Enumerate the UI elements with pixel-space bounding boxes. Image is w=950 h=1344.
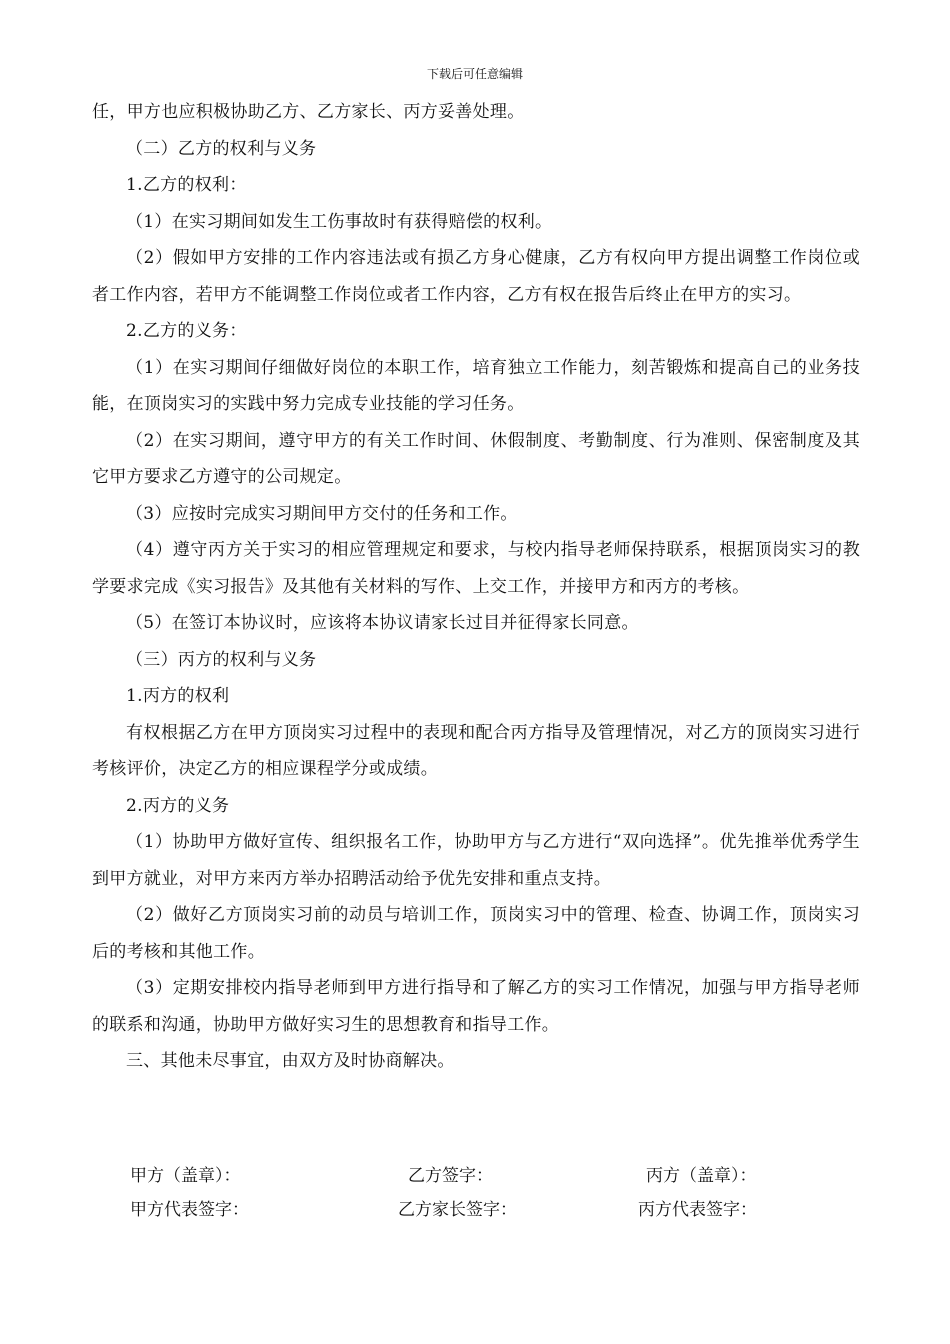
party-c-seal-label: 丙方（盖章）： — [646, 1166, 757, 1186]
party-a-representative-label: 甲方代表签字： — [130, 1200, 249, 1220]
subsection-heading: 1.丙方的权利 — [126, 686, 230, 706]
paragraph: （1）在实习期间仔细做好岗位的本职工作，培育独立工作能力，刻苦锻炼和提高自己的业务技能，在顶岗实习的实践中努力完成专业技能的学习任务。 — [92, 357, 860, 414]
party-c-representative-label: 丙方代表签字： — [638, 1200, 757, 1220]
paragraph: （1）在实习期间如发生工伤事故时有获得赔偿的权利。 — [126, 211, 553, 232]
paragraph: 有权根据乙方在甲方顶岗实习过程中的表现和配合丙方指导及管理情况，对乙方的顶岗实习进行考核评价，决定乙方的相应课程学分或成绩。 — [92, 722, 860, 779]
paragraph: 三、其他未尽事宜，由双方及时协商解决。 — [126, 1051, 455, 1071]
paragraph: （2）在实习期间，遵守甲方的有关工作时间、休假制度、考勤制度、行为准则、保密制度及其它甲方要求乙方遵守的公司规定。 — [92, 430, 860, 487]
subsection-heading: 1.乙方的权利： — [126, 175, 247, 195]
section-heading: （三）丙方的权利与义务 — [126, 649, 317, 670]
paragraph: （1）协助甲方做好宣传、组织报名工作，协助甲方与乙方进行“双向选择”。优先推举优秀学生到甲方就业，对甲方来丙方举办招聘活动给予优先安排和重点支持。 — [92, 832, 860, 889]
paragraph: （2）假如甲方安排的工作内容违法或有损乙方身心健康，乙方有权向甲方提出调整工作岗位或者工作内容，若甲方不能调整工作岗位或者工作内容，乙方有权在报告后终止在甲方的实习。 — [92, 248, 860, 305]
party-b-signature-label: 乙方签字： — [408, 1166, 493, 1186]
party-a-seal-label: 甲方（盖章）： — [130, 1166, 241, 1186]
page-header-note: 下载后可任意编辑 — [426, 67, 523, 81]
paragraph: （4）遵守丙方关于实习的相应管理规定和要求，与校内指导老师保持联系，根据顶岗实习的教学要求完成《实习报告》及其他有关材料的写作、上交工作，并接甲方和丙方的考核。 — [92, 540, 860, 597]
party-b-parent-signature-label: 乙方家长签字： — [398, 1200, 517, 1220]
paragraph: （2）做好乙方顶岗实习前的动员与培训工作，顶岗实习中的管理、检查、协调工作，顶岗实习后的考核和其他工作。 — [92, 905, 860, 962]
paragraph: 任，甲方也应积极协助乙方、乙方家长、丙方妥善处理。 — [92, 102, 525, 122]
subsection-heading: 2.丙方的义务 — [126, 795, 230, 816]
document-body — [92, 94, 860, 1080]
paragraph: （3）定期安排校内指导老师到甲方进行指导和了解乙方的实习工作情况，加强与甲方指导老师的联系和沟通，协助甲方做好实习生的思想教育和指导工作。 — [92, 978, 860, 1035]
section-heading: （二）乙方的权利与义务 — [126, 138, 317, 159]
subsection-heading: 2.乙方的义务： — [126, 321, 247, 341]
signature-row-representatives — [0, 1192, 950, 1228]
paragraph: （3）应按时完成实习期间甲方交付的任务和工作。 — [126, 503, 518, 524]
signature-row-seals — [0, 1158, 950, 1194]
paragraph: （5）在签订本协议时，应该将本协议请家长过目并征得家长同意。 — [126, 613, 639, 633]
